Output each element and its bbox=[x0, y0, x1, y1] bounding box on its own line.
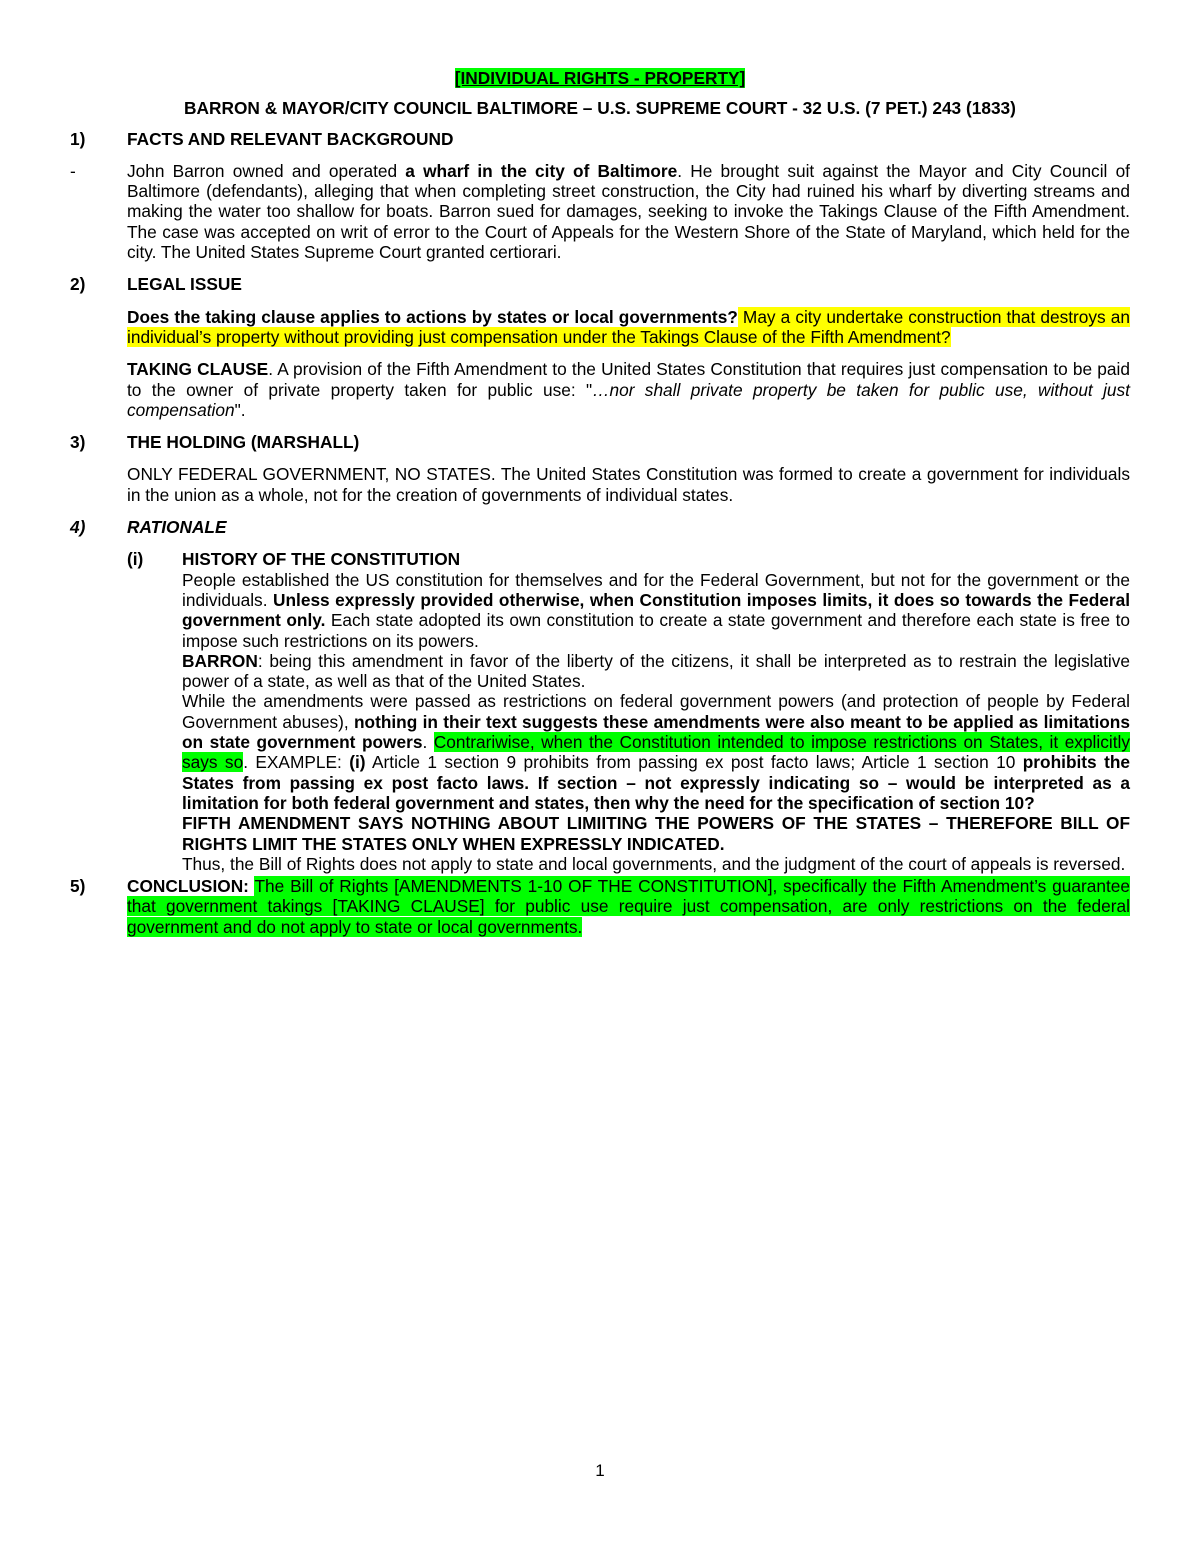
section-number: 1) bbox=[70, 128, 86, 149]
subsection-title: HISTORY OF THE CONSTITUTION bbox=[182, 549, 461, 570]
holding-paragraph: ONLY FEDERAL GOVERNMENT, NO STATES. The United States Constitution was formed to create a government for individuals in the union as a whole, not for the creation of governments of individual states. bbox=[127, 464, 1130, 505]
rationale-paragraph-4: FIFTH AMENDMENT SAYS NOTHING ABOUT LIMIITING THE POWERS OF THE STATES – THEREFORE BILL OF RIGHTS LIMIT THE STATES ONLY WHEN EXPRESSLY INDICATED. bbox=[182, 813, 1130, 854]
section-title: RATIONALE bbox=[127, 517, 227, 538]
rationale-paragraph-2: BARRON: being this amendment in favor of the liberty of the citizens, it shall be interpreted as to restrain the legislative power of a state, as well as that of the United States. bbox=[182, 650, 1130, 692]
rationale-paragraph-1: People established the US constitution for themselves and for the Federal Government, but not for the government or the individuals. Unless expressly provided otherwise, when Constitution imposes limits, it does so towards the Federal government only. Each state adopted its own constitution to create a state government and therefore each state is free to impose such restrictions on its powers. bbox=[182, 569, 1131, 651]
rationale-paragraph-3: While the amendments were passed as restrictions on federal government powers (and protection of people by Federal Government abuses), nothing in their text suggests these amendments were also meant to be applied as limitations on state government powers. Contrariwise, when the Constitution intended to impose restrictions on States, it explicitly says so. EXAMPLE: (i) Article 1 section 9 prohibits from passing ex post facto laws; Article 1 section 10 prohibits the States from passing ex post facto laws. If section – not expressly indicating so – would be interpreted as a limitation for both federal government and states, then why the need for the specification of section 10? bbox=[182, 691, 1130, 813]
rationale-subsection bbox=[127, 549, 1130, 874]
section-number: 2) bbox=[70, 274, 86, 295]
conclusion-label: CONCLUSION: bbox=[127, 876, 249, 897]
page-number: 1 bbox=[595, 1461, 605, 1480]
section-1-heading bbox=[70, 129, 1130, 149]
case-title: BARRON & MAYOR/CITY COUNCIL BALTIMORE – U.S. SUPREME COURT - 32 U.S. (7 PET.) 243 (1833) bbox=[184, 98, 1016, 119]
section-number: 4) bbox=[70, 517, 86, 538]
legal-issue-question: Does the taking clause applies to actions by states or local governments? May a city undertake construction that destroys an individual’s property without providing just compensation under the Takings Clause of the Fifth Amendment? bbox=[127, 306, 1130, 347]
document-body bbox=[70, 68, 1130, 949]
section-2-heading bbox=[70, 274, 1130, 294]
conclusion-section bbox=[70, 876, 1130, 937]
section-title: THE HOLDING (MARSHALL) bbox=[127, 432, 360, 453]
section-title: LEGAL ISSUE bbox=[127, 274, 242, 295]
subsection-number: (i) bbox=[127, 549, 144, 570]
rationale-paragraph-5: Thus, the Bill of Rights does not apply to state and local governments, and the judgment of the court of appeals is reversed. bbox=[182, 853, 1126, 874]
section-3-heading bbox=[70, 432, 1130, 452]
section-number: 5) bbox=[70, 876, 86, 897]
section-4-heading bbox=[70, 517, 1130, 537]
topic-tag: [INDIVIDUAL RIGHTS - PROPERTY] bbox=[454, 68, 746, 88]
facts-paragraph: - John Barron owned and operated a wharf in the city of Baltimore. He brought suit against the Mayor and City Council of Baltimore (defendants), alleging that when completing street construction, the City had ruined his wharf by diverting streams and making the water too shallow for boats. Barron sued for damages, seeking to invoke the Takings Clause of the Fifth Amendment. The case was accepted on writ of error to the Court of Appeals for the Western Shore of the State of Maryland, which held for the city. The United States Supreme Court granted certiorari. bbox=[70, 160, 1130, 263]
section-number: 3) bbox=[70, 432, 86, 453]
bullet-dash: - bbox=[70, 160, 76, 181]
conclusion-text: The Bill of Rights [AMENDMENTS 1-10 OF THE CONSTITUTION], specifically the Fifth Amendment’s guarantee that government takings [TAKING CLAUSE] for public use require just compensation, are only restrictions on the federal government and do not apply to state or local governments. bbox=[127, 876, 1130, 937]
section-title: FACTS AND RELEVANT BACKGROUND bbox=[127, 128, 454, 149]
taking-clause-definition: TAKING CLAUSE. A provision of the Fifth Amendment to the United States Constitution that requires just compensation to be paid to the owner of private property taken for public use: "…nor shall private property be taken for public use, without just compensation". bbox=[127, 359, 1130, 420]
